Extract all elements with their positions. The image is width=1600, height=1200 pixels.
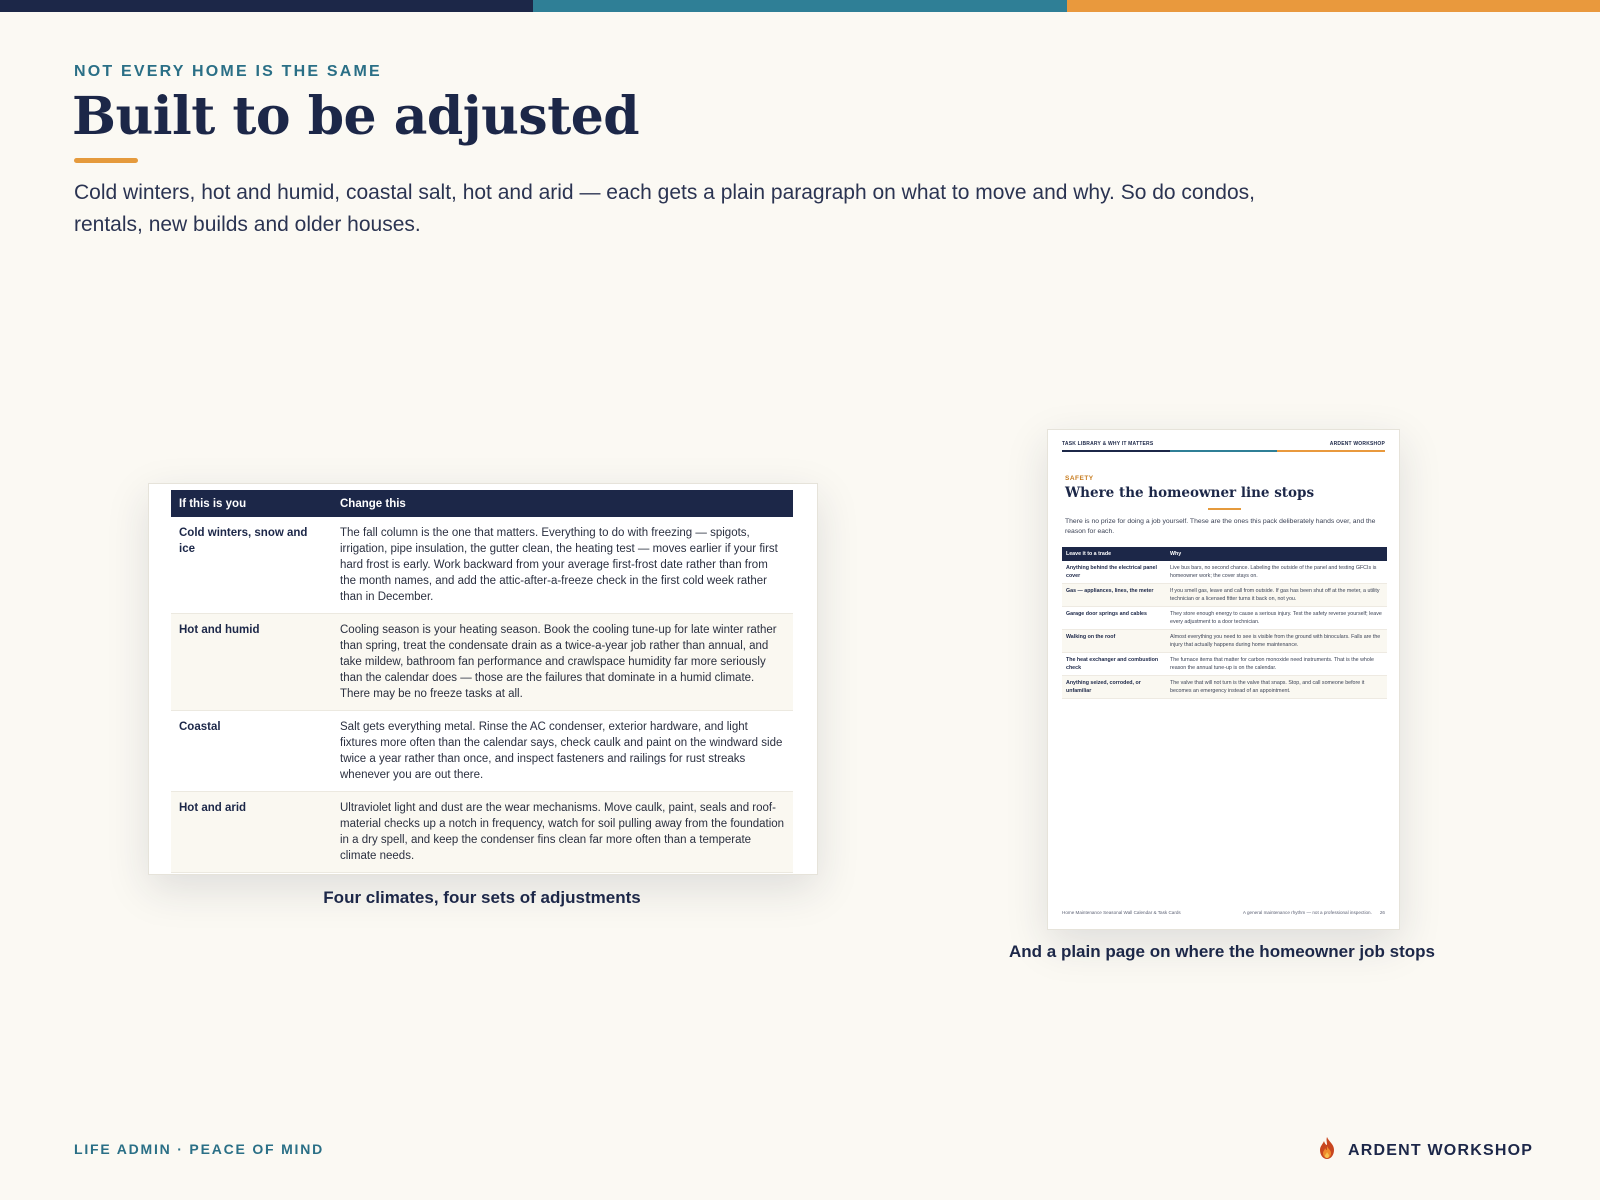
table-row [171,792,793,873]
page-footer [1062,910,1385,915]
page-intro: There is no prize for doing a job yourself. These are the ones this pack deliberately hands over, and the reason for each. [1065,518,1376,535]
footer-brand [1316,1136,1533,1165]
page-running-header [1062,441,1385,447]
column-header: Change this [332,490,793,517]
row-key: Gas — appliances, lines, the meter [1062,584,1166,607]
lede-paragraph: Cold winters, hot and humid, coastal salt, hot and arid — each gets a plain paragraph on what to move and why. So do condos, rentals, new builds and older houses. [74,181,1255,236]
page-heading-underline [1208,508,1241,510]
climate-table [171,490,793,873]
page-number: 26 [1379,910,1385,915]
row-key: The heat exchanger and combustion check [1062,653,1166,676]
column-header: Why [1166,547,1387,561]
table-row [1062,584,1387,607]
column-header: If this is you [171,490,332,517]
row-key: Garage door springs and cables [1062,607,1166,630]
page-title: Built to be adjusted [72,86,640,147]
row-key: Anything behind the electrical panel cover [1062,561,1166,584]
table-row [1062,653,1387,676]
row-value: The furnace items that matter for carbon monoxide need instruments. That is the whole reason the annual tune-up is on the calendar. [1166,653,1387,676]
page-footer-title: Home Maintenance Seasonal Wall Calendar & Task Cards [1062,910,1181,915]
brand-name: ARDENT WORKSHOP [1348,1141,1534,1159]
page-accent-segment [1277,450,1385,452]
flame-icon [1316,1136,1338,1165]
accent-segment-orange [1067,0,1600,12]
top-accent-bar [0,0,1600,12]
safety-table [1062,547,1387,699]
safety-page-caption: And a plain page on where the homeowner job stops [1009,942,1435,961]
row-value: Cooling season is your heating season. Book the cooling tune-up for late winter rather than spring, treat the condensate drain as a twice-a-year job rather than annual, and take mildew, bathroom fan performance and crawlspace humidity far more seriously than the calendar does — those are the failures that dominate in a humid climate. There may be no freeze tasks at all. [332,614,793,711]
column-header: Leave it to a trade [1062,547,1166,561]
title-underline [74,158,138,163]
eyebrow: NOT EVERY HOME IS THE SAME [74,63,382,80]
table-row [1062,630,1387,653]
accent-segment-teal [533,0,1066,12]
page-accent-segment [1170,450,1278,452]
table-row [171,614,793,711]
row-value: If you smell gas, leave and call from outside. If gas has been shut off at the meter, a utility technician or a licensed fitter turns it back on, not you. [1166,584,1387,607]
safety-page-card [1047,429,1400,930]
page-heading: Where the homeowner line stops [1065,485,1315,501]
page-accent-segment [1062,450,1170,452]
running-header-right: ARDENT WORKSHOP [1329,441,1385,447]
row-value: The valve that will not turn is the valve that snaps. Stop, and call someone before it becomes an emergency instead of an appointment. [1166,676,1387,699]
row-value: Salt gets everything metal. Rinse the AC condenser, exterior hardware, and light fixtures more often than the calendar says, check caulk and paint on the windward side twice a year rather than once, and inspect fasteners and railings for rust streaks whenever you are out there. [332,711,793,792]
row-key: Anything seized, corroded, or unfamiliar [1062,676,1166,699]
climate-table-caption: Four climates, four sets of adjustments [323,888,641,907]
row-key: Hot and humid [171,614,332,711]
table-row [1062,676,1387,699]
row-value: The fall column is the one that matters. Everything to do with freezing — spigots, irrigation, pipe insulation, the gutter clean, the heating test — moves earlier if your first hard frost is early. Work backward from your average first-frost date rather than from the month names, and add the attic-after-a-freeze check in the first cold week rather than in December. [332,517,793,614]
table-row [1062,561,1387,584]
page-footer-note: A general maintenance rhythm — not a professional inspection. [1242,910,1372,915]
row-value: They store enough energy to cause a serious injury. Test the safety reverse yourself; leave every adjustment to a door technician. [1166,607,1387,630]
row-value: Live bus bars, no second chance. Labeling the outside of the panel and testing GFCIs is homeowner work; the cover stays on. [1166,561,1387,584]
climate-table-card [148,483,818,875]
running-header-left: TASK LIBRARY & WHY IT MATTERS [1062,441,1154,447]
row-key: Cold winters, snow and ice [171,517,332,614]
accent-segment-navy [0,0,533,12]
footer-tagline: LIFE ADMIN · PEACE OF MIND [74,1141,325,1157]
row-key: Coastal [171,711,332,792]
page-accent-rule [1062,450,1385,452]
row-key: Hot and arid [171,792,332,873]
row-value: Ultraviolet light and dust are the wear mechanisms. Move caulk, paint, seals and roof-material checks up a notch in frequency, watch for soil pulling away from the foundation in a dry spell, and keep the condenser fins clean far more often than a temperate climate needs. [332,792,793,873]
table-header-row [171,490,793,517]
table-row [171,517,793,614]
table-header-row [1062,547,1387,561]
table-row [171,711,793,792]
page-eyebrow: SAFETY [1065,475,1094,482]
table-row [1062,607,1387,630]
row-key: Walking on the roof [1062,630,1166,653]
row-value: Almost everything you need to see is visible from the ground with binoculars. Falls are the injury that actually happens during home maintenance. [1166,630,1387,653]
